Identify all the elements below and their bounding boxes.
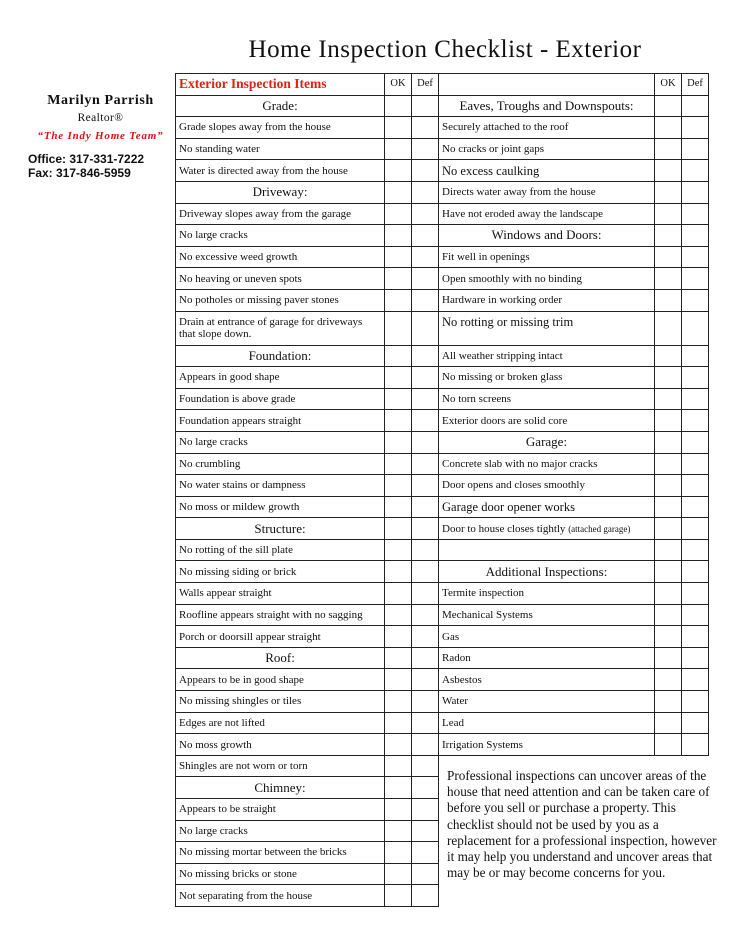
header-row — [176, 74, 439, 96]
checklist-item: Gas — [439, 626, 655, 648]
def-checkbox[interactable] — [412, 583, 439, 605]
ok-checkbox[interactable] — [655, 160, 682, 182]
ok-checkbox[interactable] — [385, 246, 412, 268]
checklist-item: All weather stripping intact — [439, 345, 655, 367]
section-heading-roof: Roof: — [176, 647, 385, 669]
ok-checkbox[interactable] — [385, 885, 412, 907]
ok-checkbox[interactable] — [655, 388, 682, 410]
ok-checkbox[interactable] — [385, 117, 412, 139]
section-heading-driveway: Driveway: — [176, 181, 385, 203]
checklist-item: No heaving or uneven spots — [176, 268, 385, 290]
header-row — [439, 74, 709, 96]
ok-checkbox[interactable] — [655, 647, 682, 669]
checklist-item-text: Door to house closes tightly — [442, 522, 566, 535]
ok-checkbox[interactable] — [385, 203, 412, 225]
agent-role: Realtor® — [77, 112, 124, 124]
checklist-item: No cracks or joint gaps — [439, 138, 655, 160]
def-checkbox[interactable] — [682, 647, 709, 669]
checklist-item: Asbestos — [439, 669, 655, 691]
section-heading-garage: Garage: — [439, 431, 655, 453]
checklist-item: No missing or broken glass — [439, 367, 655, 389]
def-checkbox[interactable] — [682, 734, 709, 756]
ok-checkbox[interactable] — [655, 453, 682, 475]
def-checkbox[interactable] — [682, 410, 709, 432]
ok-checkbox[interactable] — [655, 289, 682, 311]
section-heading-grade: Grade: — [176, 95, 385, 117]
def-checkbox — [412, 777, 439, 799]
ok-checkbox[interactable] — [385, 311, 412, 345]
def-checkbox[interactable] — [682, 626, 709, 648]
def-checkbox — [412, 181, 439, 203]
def-checkbox — [682, 95, 709, 117]
ok-checkbox[interactable] — [655, 367, 682, 389]
def-checkbox[interactable] — [682, 311, 709, 345]
def-checkbox — [682, 539, 709, 561]
checklist-item: Directs water away from the house — [439, 181, 655, 203]
agent-info — [28, 93, 173, 180]
def-checkbox[interactable] — [682, 691, 709, 713]
ok-header: OK — [655, 74, 682, 96]
ok-checkbox[interactable] — [655, 604, 682, 626]
checklist-item: Have not eroded away the landscape — [439, 203, 655, 225]
def-checkbox[interactable] — [412, 539, 439, 561]
ok-checkbox — [655, 561, 682, 583]
page-title: Home Inspection Checklist - Exterior — [248, 36, 642, 63]
ok-checkbox[interactable] — [655, 669, 682, 691]
def-header: Def — [682, 74, 709, 96]
ok-checkbox[interactable] — [655, 117, 682, 139]
agent-team: “The Indy Home Team” — [37, 130, 164, 142]
checklist-item: Driveway slopes away from the garage — [176, 203, 385, 225]
agent-name: Marilyn Parrish — [47, 93, 154, 108]
def-checkbox[interactable] — [682, 496, 709, 518]
checklist-item: Foundation appears straight — [176, 410, 385, 432]
ok-checkbox[interactable] — [655, 410, 682, 432]
checklist-item: Open smoothly with no binding — [439, 268, 655, 290]
checklist-item: Lead — [439, 712, 655, 734]
ok-checkbox[interactable] — [385, 431, 412, 453]
checklist-item: No crumbling — [176, 453, 385, 475]
ok-checkbox[interactable] — [385, 820, 412, 842]
ok-checkbox[interactable] — [385, 755, 412, 777]
ok-checkbox[interactable] — [385, 863, 412, 885]
def-checkbox[interactable] — [412, 669, 439, 691]
checklist-item: Grade slopes away from the house — [176, 117, 385, 139]
def-checkbox[interactable] — [682, 367, 709, 389]
checklist-item: Mechanical Systems — [439, 604, 655, 626]
def-checkbox[interactable] — [412, 388, 439, 410]
ok-checkbox[interactable] — [655, 475, 682, 497]
checklist-item: No standing water — [176, 138, 385, 160]
checklist-item: No torn screens — [439, 388, 655, 410]
checklist-item: No rotting or missing trim — [439, 311, 655, 345]
ok-checkbox[interactable] — [385, 289, 412, 311]
ok-checkbox — [655, 431, 682, 453]
def-header: Def — [412, 74, 439, 96]
checklist-item: Walls appear straight — [176, 583, 385, 605]
def-checkbox[interactable] — [682, 160, 709, 182]
def-checkbox[interactable] — [412, 820, 439, 842]
checklist-item: No missing bricks or stone — [176, 863, 385, 885]
def-checkbox[interactable] — [412, 431, 439, 453]
checklist-item: No excess caulking — [439, 160, 655, 182]
section-heading-additional: Additional Inspections: — [439, 561, 655, 583]
def-checkbox[interactable] — [412, 138, 439, 160]
def-checkbox[interactable] — [412, 289, 439, 311]
ok-checkbox[interactable] — [385, 496, 412, 518]
def-checkbox[interactable] — [412, 734, 439, 756]
ok-checkbox[interactable] — [385, 225, 412, 247]
def-checkbox[interactable] — [412, 799, 439, 821]
checklist-item: Appears in good shape — [176, 367, 385, 389]
ok-checkbox[interactable] — [655, 181, 682, 203]
checklist-item: Water is directed away from the house — [176, 160, 385, 182]
ok-checkbox[interactable] — [655, 345, 682, 367]
checklist-item: No water stains or dampness — [176, 475, 385, 497]
section-heading-eaves: Eaves, Troughs and Downspouts: — [439, 95, 655, 117]
ok-checkbox[interactable] — [385, 799, 412, 821]
ok-checkbox[interactable] — [385, 388, 412, 410]
section-heading-structure: Structure: — [176, 518, 385, 540]
checklist-item: Garage door opener works — [439, 496, 655, 518]
checklist-item: No large cracks — [176, 225, 385, 247]
checklist-item: Fit well in openings — [439, 246, 655, 268]
checklist-item: Drain at entrance of garage for driveways that slope down. — [176, 311, 385, 345]
def-checkbox[interactable] — [682, 669, 709, 691]
def-checkbox[interactable] — [682, 289, 709, 311]
checklist-item: No missing mortar between the bricks — [176, 842, 385, 864]
ok-header: OK — [385, 74, 412, 96]
ok-checkbox — [385, 345, 412, 367]
checklist-item: No large cracks — [176, 820, 385, 842]
checklist-item: Shingles are not worn or torn — [176, 755, 385, 777]
ok-checkbox[interactable] — [655, 496, 682, 518]
ok-checkbox[interactable] — [655, 712, 682, 734]
checklist-item: Appears to be straight — [176, 799, 385, 821]
ok-checkbox[interactable] — [385, 138, 412, 160]
def-checkbox[interactable] — [682, 388, 709, 410]
left-checklist-table — [175, 73, 439, 907]
def-checkbox[interactable] — [412, 311, 439, 345]
ok-checkbox[interactable] — [385, 561, 412, 583]
def-checkbox[interactable] — [682, 268, 709, 290]
ok-checkbox[interactable] — [385, 410, 412, 432]
def-checkbox[interactable] — [412, 496, 439, 518]
ok-checkbox — [655, 95, 682, 117]
def-checkbox[interactable] — [412, 561, 439, 583]
checklist-item: Hardware in working order — [439, 289, 655, 311]
def-checkbox[interactable] — [412, 712, 439, 734]
def-checkbox[interactable] — [682, 518, 709, 540]
checklist-item: No excessive weed growth — [176, 246, 385, 268]
def-checkbox — [682, 561, 709, 583]
def-checkbox[interactable] — [412, 160, 439, 182]
checklist-item: Securely attached to the roof — [439, 117, 655, 139]
def-checkbox[interactable] — [412, 268, 439, 290]
attached-garage-note: (attached garage) — [568, 523, 631, 534]
section-heading-chimney: Chimney: — [176, 777, 385, 799]
checklist-item-door-to-house — [439, 518, 655, 540]
def-checkbox — [412, 518, 439, 540]
def-checkbox — [412, 647, 439, 669]
ok-checkbox[interactable] — [655, 203, 682, 225]
ok-checkbox[interactable] — [655, 268, 682, 290]
def-checkbox[interactable] — [682, 181, 709, 203]
ok-checkbox[interactable] — [385, 626, 412, 648]
def-checkbox[interactable] — [412, 225, 439, 247]
ok-checkbox — [385, 95, 412, 117]
checklist-item: Porch or doorsill appear straight — [176, 626, 385, 648]
def-checkbox[interactable] — [682, 117, 709, 139]
ok-checkbox — [385, 181, 412, 203]
ok-checkbox[interactable] — [385, 268, 412, 290]
checklist-item: Door opens and closes smoothly — [439, 475, 655, 497]
checklist-item: No rotting of the sill plate — [176, 539, 385, 561]
checklist-item: Appears to be in good shape — [176, 669, 385, 691]
checklist-item: No moss growth — [176, 734, 385, 756]
ok-checkbox[interactable] — [385, 669, 412, 691]
ok-checkbox — [385, 647, 412, 669]
def-checkbox[interactable] — [412, 203, 439, 225]
section-heading-foundation: Foundation: — [176, 345, 385, 367]
agent-office-phone: Office: 317-331-7222 — [28, 152, 145, 166]
def-checkbox[interactable] — [412, 475, 439, 497]
def-checkbox[interactable] — [682, 475, 709, 497]
ok-checkbox[interactable] — [385, 367, 412, 389]
ok-checkbox — [655, 539, 682, 561]
checklist-item: Radon — [439, 647, 655, 669]
ok-checkbox[interactable] — [655, 691, 682, 713]
checklist-item: No missing siding or brick — [176, 561, 385, 583]
def-checkbox[interactable] — [682, 712, 709, 734]
checklist-item: Not separating from the house — [176, 885, 385, 907]
ok-checkbox — [385, 518, 412, 540]
ok-checkbox[interactable] — [385, 604, 412, 626]
checklist-item: No potholes or missing paver stones — [176, 289, 385, 311]
checklist-item: Termite inspection — [439, 583, 655, 605]
ok-checkbox[interactable] — [655, 626, 682, 648]
checklist-item: No moss or mildew growth — [176, 496, 385, 518]
right-checklist-table — [438, 73, 709, 756]
disclaimer-paragraph: Professional inspections can uncover areas of the house that need attention and can be taken care of before you sell or purchase a property. This checklist should not be used by you as a replacement for a professional inspection, however it may help you understand and uncover areas that may be or may become concerns for you. — [447, 768, 717, 881]
ok-checkbox[interactable] — [385, 453, 412, 475]
def-checkbox[interactable] — [412, 367, 439, 389]
def-checkbox — [412, 345, 439, 367]
ok-checkbox — [385, 777, 412, 799]
ok-checkbox[interactable] — [655, 734, 682, 756]
def-checkbox[interactable] — [682, 453, 709, 475]
checklist-item: No large cracks — [176, 431, 385, 453]
ok-checkbox[interactable] — [385, 539, 412, 561]
checklist-item: Edges are not lifted — [176, 712, 385, 734]
def-checkbox[interactable] — [412, 842, 439, 864]
def-checkbox[interactable] — [412, 453, 439, 475]
def-checkbox — [682, 431, 709, 453]
ok-checkbox[interactable] — [655, 583, 682, 605]
def-checkbox[interactable] — [412, 863, 439, 885]
def-checkbox[interactable] — [682, 138, 709, 160]
ok-checkbox[interactable] — [385, 734, 412, 756]
def-checkbox[interactable] — [682, 203, 709, 225]
def-checkbox[interactable] — [412, 691, 439, 713]
ok-checkbox[interactable] — [655, 246, 682, 268]
def-checkbox[interactable] — [682, 604, 709, 626]
checklist-item: Water — [439, 691, 655, 713]
def-checkbox[interactable] — [412, 117, 439, 139]
checklist-item: Roofline appears straight with no sagging — [176, 604, 385, 626]
checklist-item: Foundation is above grade — [176, 388, 385, 410]
checklist-item: Concrete slab with no major cracks — [439, 453, 655, 475]
def-checkbox[interactable] — [412, 410, 439, 432]
def-checkbox[interactable] — [682, 246, 709, 268]
ok-checkbox[interactable] — [385, 691, 412, 713]
def-checkbox[interactable] — [682, 345, 709, 367]
checklist-item: No missing shingles or tiles — [176, 691, 385, 713]
section-heading-windows: Windows and Doors: — [439, 225, 655, 247]
ok-checkbox[interactable] — [385, 842, 412, 864]
def-checkbox[interactable] — [412, 604, 439, 626]
ok-checkbox[interactable] — [385, 160, 412, 182]
def-checkbox — [682, 225, 709, 247]
ok-checkbox[interactable] — [655, 311, 682, 345]
ok-checkbox[interactable] — [385, 583, 412, 605]
def-checkbox[interactable] — [412, 885, 439, 907]
def-checkbox[interactable] — [412, 246, 439, 268]
ok-checkbox[interactable] — [655, 518, 682, 540]
items-header: Exterior Inspection Items — [176, 74, 385, 96]
ok-checkbox — [655, 225, 682, 247]
ok-checkbox[interactable] — [385, 475, 412, 497]
ok-checkbox[interactable] — [385, 712, 412, 734]
agent-fax: Fax: 317-846-5959 — [28, 166, 131, 180]
items-header-blank — [439, 74, 655, 96]
ok-checkbox[interactable] — [655, 138, 682, 160]
checklist-item: Irrigation Systems — [439, 734, 655, 756]
def-checkbox[interactable] — [682, 583, 709, 605]
def-checkbox[interactable] — [412, 755, 439, 777]
def-checkbox — [412, 95, 439, 117]
checklist-item: Exterior doors are solid core — [439, 410, 655, 432]
blank-row — [439, 539, 655, 561]
def-checkbox[interactable] — [412, 626, 439, 648]
